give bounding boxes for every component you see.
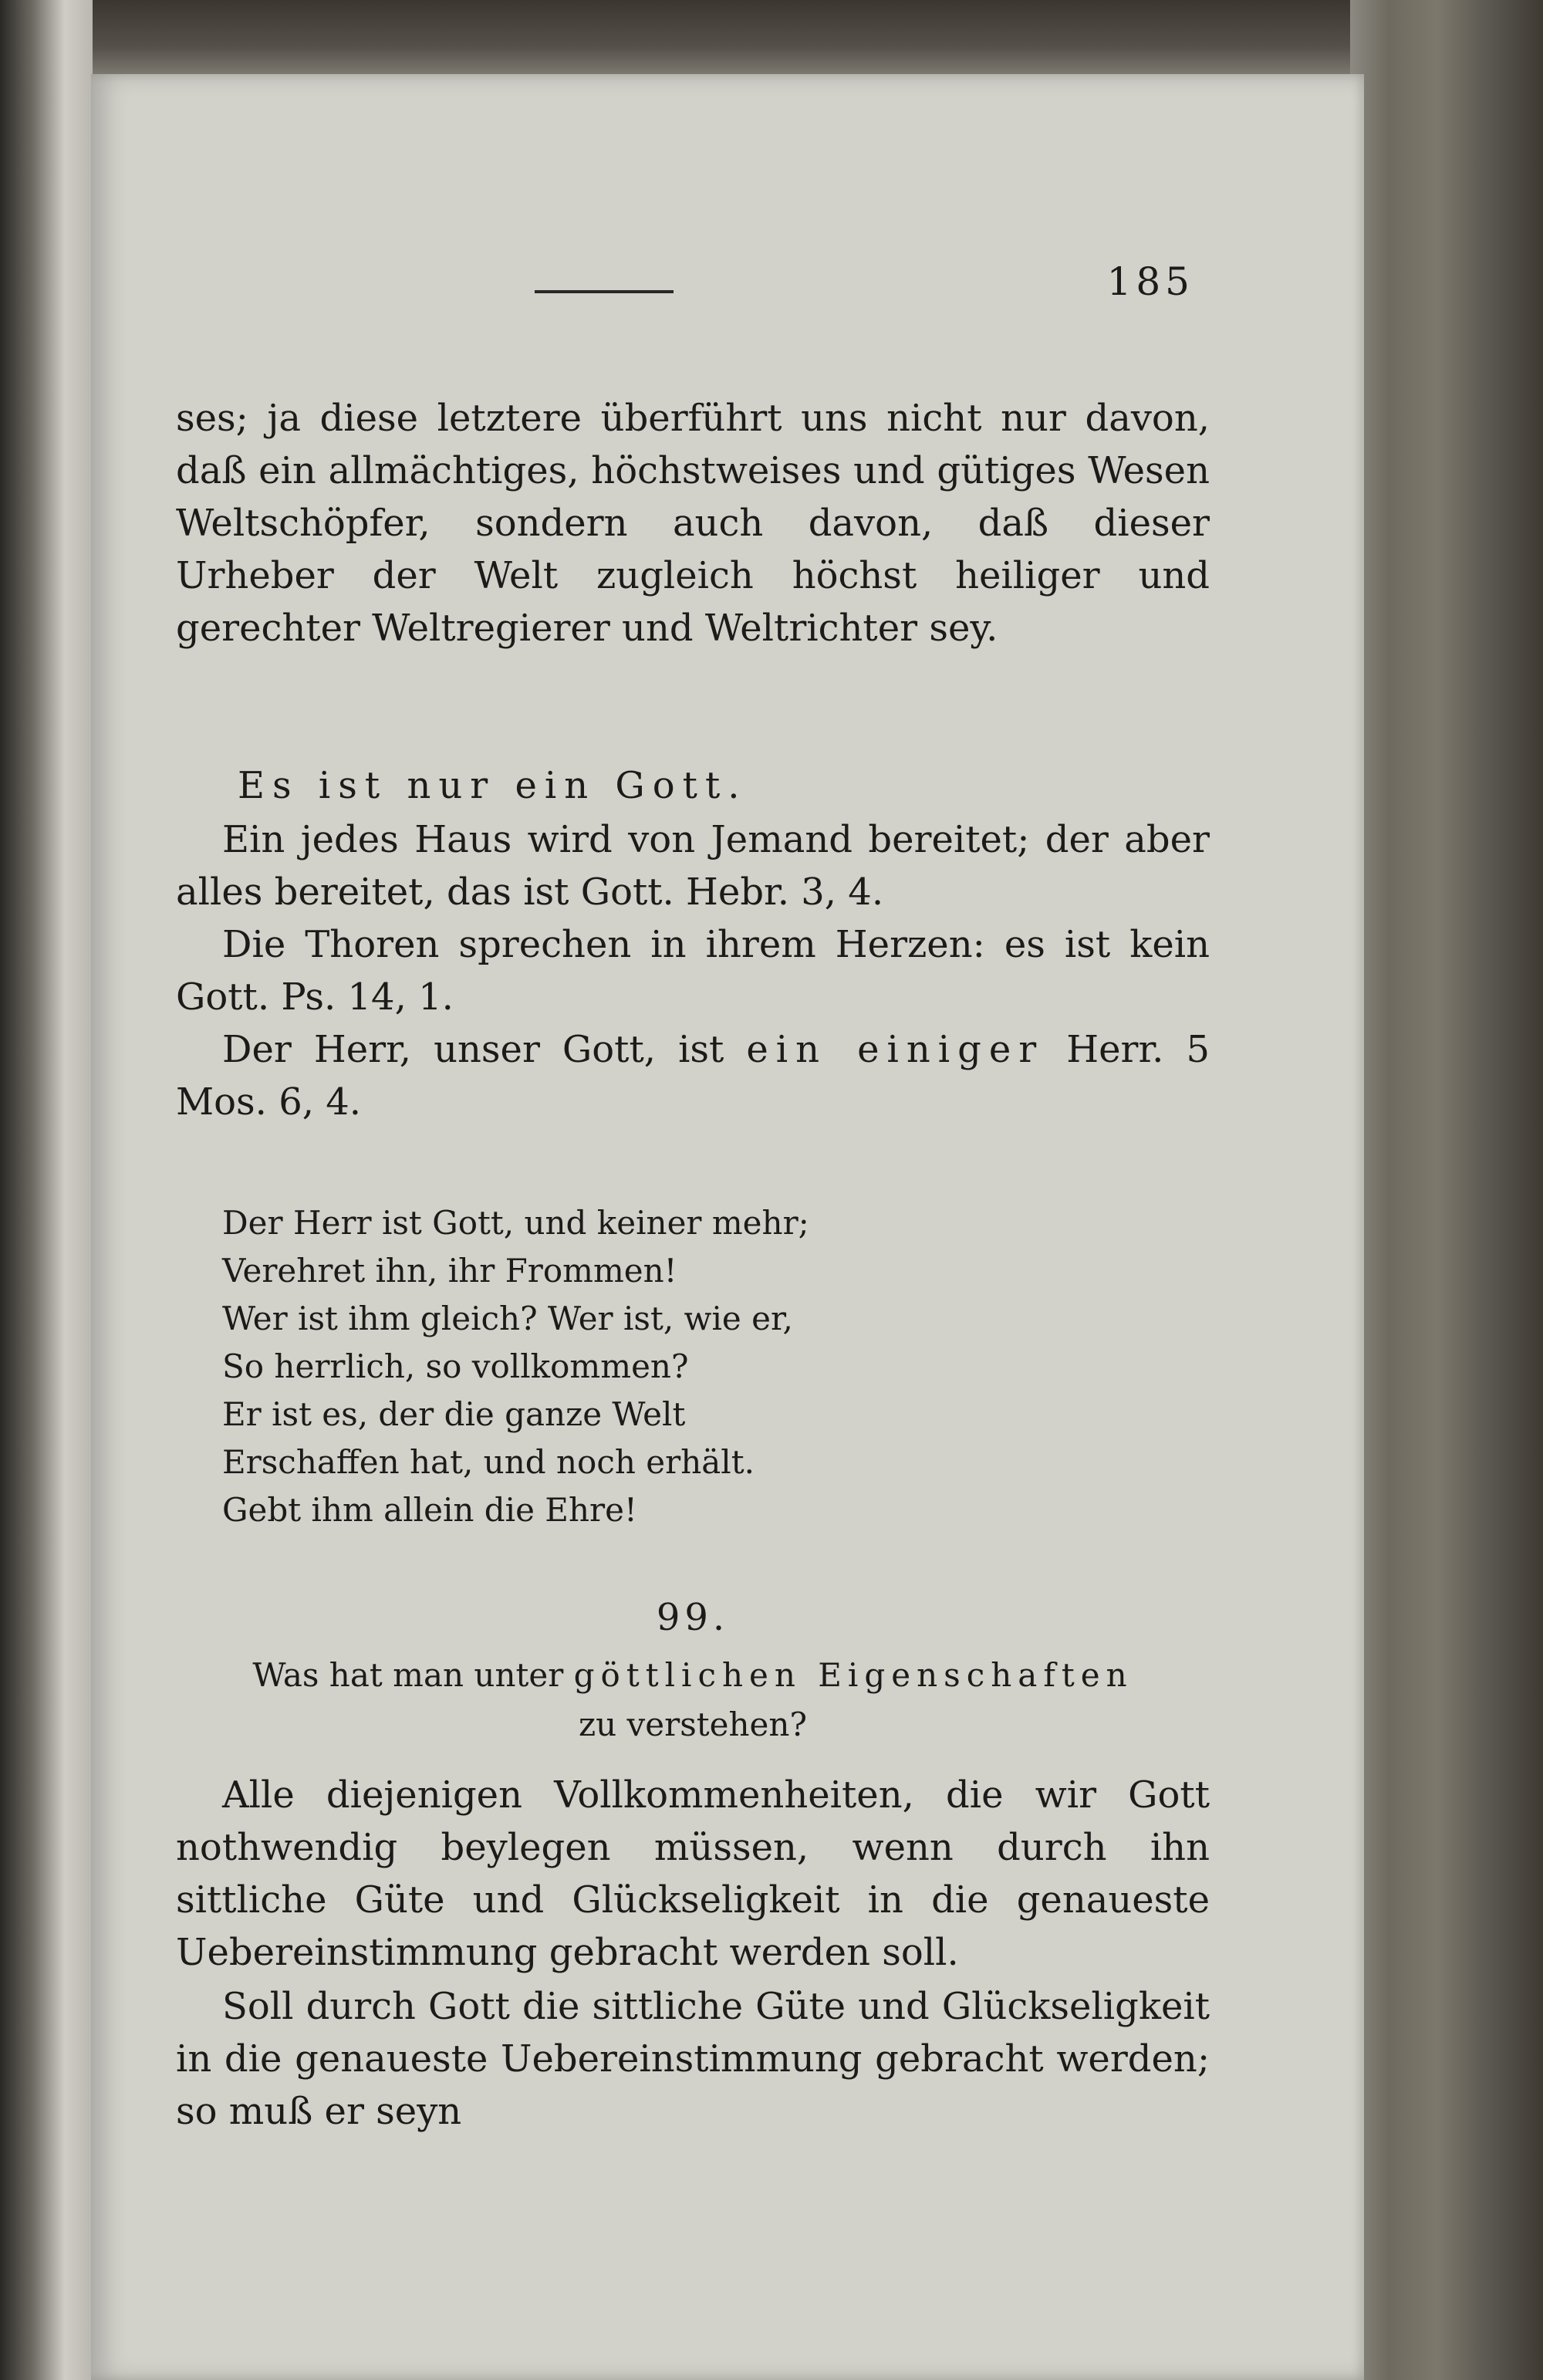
paragraph-1: ses; ja diese letztere überführt uns nicht nur davon, daß ein allmächtiges, höchstweises und gütiges Wesen Weltschöpfer, sondern auch davon, daß dieser Urheber der Welt zugleich höchst heiliger und gerechter Weltregierer und Weltrichter sey.	[176, 397, 1210, 650]
paragraph-moses-part-2: Herr. 5 Mos. 6, 4.	[176, 1028, 1210, 1124]
paragraph-followup: Soll durch Gott die sittliche Güte und Glückseligkeit in die genaueste Uebereinstimmung gebracht werden; so muß er seyn	[176, 1985, 1210, 2133]
book-page-edges	[1350, 0, 1543, 2380]
header-rule	[535, 290, 674, 293]
question-heading	[176, 1652, 1210, 1699]
paragraph-answer: Alle diejenigen Vollkommenheiten, die wir Gott nothwendig beylegen müssen, wenn durch ihn sittliche Güte und Glückseligkeit in die genaueste Uebereinstimmung gebracht werden soll.	[176, 1773, 1210, 1974]
paragraph-hebrews: Ein jedes Haus wird von Jemand bereitet; der aber alles bereitet, das ist Gott. Hebr. 3, 4.	[176, 818, 1210, 914]
paragraph-moses-part-1: Der Herr, unser Gott, ist	[222, 1028, 747, 1071]
hymn-verse	[222, 1199, 1148, 1534]
verse-line: Wer ist ihm gleich? Wer ist, wie er,	[222, 1300, 793, 1337]
verse-line: So herrlich, so vollkommen?	[222, 1347, 689, 1385]
book-page	[91, 74, 1364, 2380]
question-part-1: Was hat man unter	[252, 1656, 574, 1694]
verse-line: Verehret ihn, ihr Frommen!	[222, 1252, 677, 1290]
verse-line: Gebt ihm allein die Ehre!	[222, 1491, 637, 1529]
paragraph-psalm: Die Thoren sprechen in ihrem Herzen: es ist kein Gott. Ps. 14, 1.	[176, 923, 1210, 1019]
book-spine	[0, 0, 93, 2380]
page-number: 185	[1106, 259, 1194, 304]
book-top-edge	[0, 0, 1543, 85]
paragraph-moses	[176, 1023, 1210, 1128]
verse-line: Er ist es, der die ganze Welt	[222, 1395, 686, 1433]
question-heading-line-2: zu verstehen?	[579, 1706, 807, 1743]
verse-line: Der Herr ist Gott, und keiner mehr;	[222, 1204, 809, 1242]
page-header	[176, 259, 1210, 321]
question-emphasis: göttlichen Eigenschaften	[573, 1656, 1133, 1694]
question-number: 99.	[656, 1596, 730, 1639]
verse-line: Erschaffen hat, und noch erhält.	[222, 1443, 755, 1481]
paragraph-moses-emphasis: ein einiger	[746, 1028, 1045, 1071]
heading-one-god: Es ist nur ein Gott.	[238, 764, 748, 807]
